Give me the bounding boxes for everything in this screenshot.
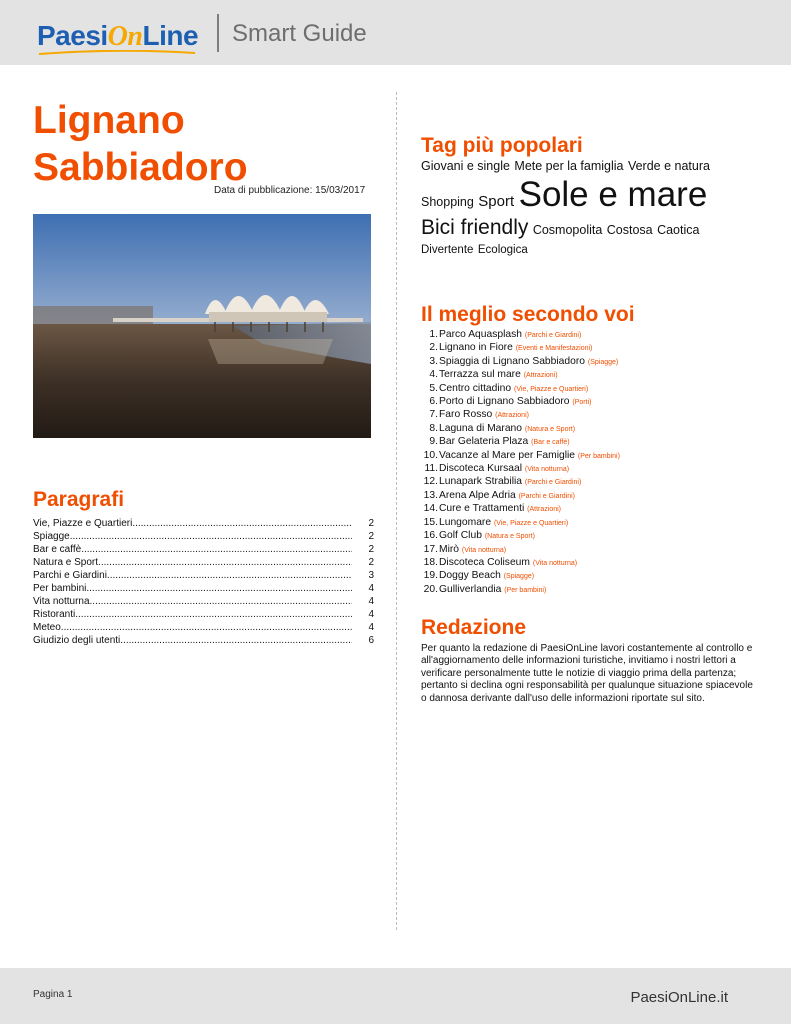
list-item-number: 2.	[429, 342, 438, 354]
list-item[interactable]	[421, 369, 761, 382]
list-item[interactable]	[421, 329, 761, 342]
paragraph-index	[33, 517, 374, 647]
list-item-category: (Per bambini)	[577, 452, 620, 460]
list-item-number: 20.	[423, 583, 438, 595]
list-item-category: (Parchi e Giardini)	[518, 492, 576, 500]
list-item-category: (Attrazioni)	[495, 412, 529, 420]
list-item-name: Doggy Beach	[439, 570, 501, 582]
best-places-list	[421, 329, 761, 597]
list-item-name: Porto di Lignano Sabbiadoro	[439, 396, 570, 408]
toc-page-number: 2	[368, 544, 374, 555]
toc-leader-dots	[61, 621, 352, 634]
toc-row[interactable]	[33, 608, 374, 621]
list-item[interactable]	[421, 476, 761, 489]
toc-page-number: 2	[368, 557, 374, 568]
list-item-name: Lungomare	[439, 516, 492, 528]
toc-label: Giudizio degli utenti	[33, 635, 121, 646]
redazione-title: Redazione	[421, 616, 527, 639]
list-item-number: 14.	[423, 503, 438, 515]
toc-row[interactable]	[33, 517, 374, 530]
list-item[interactable]	[421, 544, 761, 557]
toc-row[interactable]	[33, 556, 374, 569]
header-band	[0, 0, 791, 65]
list-item-name: Lunapark Strabilia	[439, 476, 522, 488]
list-item-name: Laguna di Marano	[439, 422, 523, 434]
list-item-category: (Vie, Piazze e Quartieri)	[493, 519, 569, 527]
list-item-number: 4.	[429, 369, 438, 381]
list-item-name: Gulliverlandia	[439, 583, 502, 595]
list-item-name: Lignano in Fiore	[439, 342, 513, 354]
tag-link[interactable]: Shopping	[421, 195, 474, 210]
list-item-number: 11.	[424, 463, 438, 475]
toc-leader-dots	[98, 556, 352, 569]
list-item-category: (Spiagge)	[503, 573, 535, 581]
paragrafi-title: Paragrafi	[33, 488, 125, 511]
toc-page-number: 6	[368, 635, 374, 646]
toc-leader-dots	[120, 634, 352, 647]
list-item-category: (Parchi e Giardini)	[524, 332, 582, 339]
list-item[interactable]	[421, 409, 761, 422]
toc-label: Vita notturna	[33, 596, 90, 607]
list-item[interactable]	[421, 530, 761, 543]
list-item-category: (Porti)	[572, 399, 592, 407]
list-item-name: Bar Gelateria Plaza	[439, 436, 529, 448]
list-item[interactable]	[421, 584, 761, 597]
list-item-number: 16.	[423, 530, 438, 542]
list-item-number: 7.	[429, 409, 438, 421]
list-item-number: 1.	[429, 329, 438, 340]
page-title	[33, 97, 248, 191]
toc-leader-dots	[75, 608, 352, 621]
list-item-number: 15.	[423, 516, 438, 528]
list-item[interactable]	[421, 490, 761, 503]
logo-wordmark: PaesiOnLine	[37, 20, 199, 52]
list-item-category: (Bar e caffè)	[531, 439, 570, 447]
tag-link[interactable]: Giovani e single	[421, 159, 510, 173]
logo-swoosh-icon	[37, 50, 197, 56]
list-item[interactable]	[421, 423, 761, 436]
tag-link[interactable]: Verde e natura	[627, 159, 710, 173]
list-item-number: 6.	[429, 396, 438, 408]
list-item-category: (Per bambini)	[504, 586, 547, 594]
list-item-name: Parco Aquasplash	[439, 329, 523, 340]
toc-label: Parchi e Giardini	[33, 570, 107, 581]
tag-link[interactable]: Costosa	[606, 222, 653, 237]
list-item[interactable]	[421, 463, 761, 476]
list-item[interactable]	[421, 383, 761, 396]
toc-page-number: 3	[368, 570, 374, 581]
list-item-number: 12.	[423, 476, 438, 488]
tag-link[interactable]: Bici friendly	[421, 215, 529, 239]
toc-row[interactable]	[33, 543, 374, 556]
toc-leader-dots	[86, 582, 352, 595]
toc-leader-dots	[70, 530, 352, 543]
terrazza-photo	[33, 214, 371, 438]
toc-page-number: 4	[368, 609, 374, 620]
list-item-category: (Parchi e Giardini)	[524, 479, 582, 487]
toc-label: Bar e caffè	[33, 544, 82, 555]
list-item-number: 8.	[429, 422, 438, 434]
tag-link[interactable]: Divertente	[421, 243, 474, 256]
toc-page-number: 2	[368, 531, 374, 542]
best-title: Il meglio secondo voi	[421, 303, 635, 326]
list-item-name: Terrazza sul mare	[439, 369, 521, 381]
list-item[interactable]	[421, 517, 761, 530]
list-item-name: Discoteca Coliseum	[439, 556, 530, 568]
list-item-name: Discoteca Kursaal	[439, 463, 522, 475]
toc-row[interactable]	[33, 569, 374, 582]
list-item[interactable]	[421, 342, 761, 355]
list-item-name: Spiaggia di Lignano Sabbiadoro	[439, 355, 585, 367]
list-item-number: 13.	[423, 489, 438, 501]
tag-cloud	[421, 157, 741, 258]
list-item[interactable]	[421, 570, 761, 583]
list-item-name: Cure e Trattamenti	[439, 503, 525, 515]
list-item-category: (Attrazioni)	[527, 506, 561, 514]
toc-page-number: 2	[368, 518, 374, 529]
toc-label: Vie, Piazze e Quartieri	[33, 518, 133, 529]
list-item[interactable]	[421, 356, 761, 369]
list-item-number: 9.	[429, 436, 438, 448]
list-item-name: Faro Rosso	[439, 409, 493, 421]
list-item-category: (Spiagge)	[587, 358, 619, 366]
list-item[interactable]	[421, 450, 761, 463]
header-subtitle: Smart Guide	[232, 20, 367, 47]
tag-link[interactable]: Cosmopolita	[532, 222, 603, 237]
toc-page-number: 4	[368, 596, 374, 607]
title-line-1: Lignano	[33, 99, 185, 142]
tag-link[interactable]: Ecologica	[477, 243, 528, 256]
list-item-name: Arena Alpe Adria	[439, 489, 516, 501]
list-item-name: Centro cittadino	[439, 382, 512, 394]
toc-row[interactable]	[33, 595, 374, 608]
list-item-number: 19.	[423, 570, 438, 582]
toc-label: Spiagge	[33, 531, 70, 542]
column-divider	[396, 92, 397, 930]
list-item[interactable]	[421, 436, 761, 449]
tag-link[interactable]: Caotica	[657, 222, 700, 237]
list-item-category: (Vita notturna)	[524, 466, 570, 474]
list-item-name: Vacanze al Mare per Famiglie	[439, 449, 576, 461]
tag-link[interactable]: Sole e mare	[518, 175, 708, 215]
list-item-number: 18.	[423, 556, 438, 568]
toc-leader-dots	[90, 595, 352, 608]
header-divider	[217, 14, 219, 52]
toc-page-number: 4	[368, 583, 374, 594]
paesionline-logo[interactable]	[37, 14, 202, 58]
list-item-number: 5.	[429, 382, 438, 394]
list-item-category: (Attrazioni)	[523, 372, 558, 380]
title-line-2: Sabbiadoro	[33, 146, 248, 189]
list-item-category: (Natura e Sport)	[484, 533, 535, 541]
toc-leader-dots	[81, 543, 352, 556]
toc-label: Natura e Sport	[33, 557, 99, 568]
list-item[interactable]	[421, 503, 761, 516]
toc-row[interactable]	[33, 634, 374, 647]
list-item[interactable]	[421, 396, 761, 409]
toc-row[interactable]	[33, 621, 374, 634]
list-item-category: (Eventi e Manifestazioni)	[515, 345, 593, 353]
list-item-number: 17.	[423, 543, 438, 555]
list-item-category: (Vita notturna)	[532, 559, 578, 567]
list-item-name: Golf Club	[439, 530, 482, 542]
list-item-number: 3.	[429, 355, 438, 367]
list-item-category: (Vita notturna)	[461, 546, 507, 554]
toc-leader-dots	[132, 517, 352, 530]
toc-row[interactable]	[33, 530, 374, 543]
list-item[interactable]	[421, 557, 761, 570]
list-item-category: (Natura e Sport)	[524, 425, 576, 433]
toc-label: Per bambini	[33, 583, 87, 594]
toc-label: Meteo	[33, 622, 61, 633]
list-item-category: (Vie, Piazze e Quartieri)	[514, 385, 589, 393]
toc-leader-dots	[107, 569, 352, 582]
toc-page-number: 4	[368, 622, 374, 633]
tags-title: Tag più popolari	[421, 134, 583, 157]
tag-link[interactable]: Sport	[478, 193, 515, 211]
list-item-number: 10.	[423, 449, 438, 461]
redazione-text: Per quanto la redazione di PaesiOnLine lavori costantemente al controllo e all'aggiornamento delle informazioni turistiche, invitiamo i nostri lettori a verificare personalmente tutte le notizie di viaggio prima della partenza; pertanto si declina ogni responsabilità per qualunque situazione spiacevole o dannosa derivante dall'uso delle informazioni riportate sul sito.	[421, 643, 753, 704]
toc-label: Ristoranti	[33, 609, 76, 620]
tag-link[interactable]: Mete per la famiglia	[514, 159, 624, 173]
page-number: Pagina 1	[33, 989, 73, 1000]
publication-date: Data di pubblicazione: 15/03/2017	[214, 185, 366, 196]
footer-site-link[interactable]: PaesiOnLine.it	[630, 989, 728, 1006]
list-item-name: Mirò	[439, 543, 460, 555]
toc-row[interactable]	[33, 582, 374, 595]
